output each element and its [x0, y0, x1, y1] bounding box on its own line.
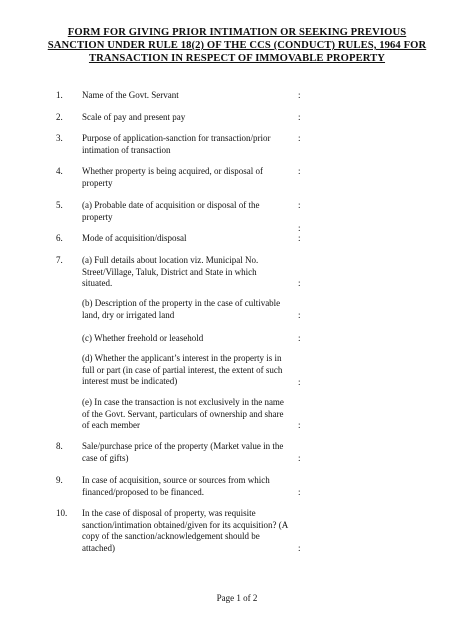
item-text: Whether property is being acquired, or disposal of property	[82, 166, 263, 188]
item-number: 2.	[56, 112, 63, 122]
colon: :	[298, 133, 301, 143]
colon: :	[298, 543, 301, 553]
colon: :	[298, 377, 301, 387]
item-text: Mode of acquisition/disposal	[82, 233, 187, 243]
item-number: 9.	[56, 475, 63, 485]
item-text: In the case of disposal of property, was requisite sanction/intimation obtained/given for its acquisition? (A copy of the sanction/acknowledgement should be attached)	[82, 508, 288, 553]
colon: :	[298, 453, 301, 463]
colon: :	[298, 233, 301, 243]
colon: :	[298, 90, 301, 100]
item-text: (c) Whether freehold or leasehold	[82, 333, 204, 343]
item-text: (b) Description of the property in the case of cultivable land, dry or irrigated land	[82, 298, 281, 320]
item-number: 3.	[56, 133, 63, 143]
item-number: 5.	[56, 200, 63, 210]
item-text: Scale of pay and present pay	[82, 112, 186, 122]
item-text: Purpose of application-sanction for transaction/prior intimation of transaction	[82, 133, 271, 155]
item-number: 4.	[56, 166, 63, 176]
form-title: FORM FOR GIVING PRIOR INTIMATION OR SEEKING PREVIOUS SANCTION UNDER RULE 18(2) OF THE CCS (CONDUCT) RULES, 1964 FOR TRANSACTION IN RESPECT OF IMMOVABLE PROPERTY	[47, 27, 427, 64]
colon: :	[298, 223, 301, 233]
item-text: (a) Full details about location viz. Municipal No. Street/Village, Taluk, District and State in which situated.	[82, 255, 259, 289]
colon: :	[298, 420, 301, 430]
colon: :	[298, 200, 301, 210]
item-number: 7.	[56, 255, 63, 265]
colon: :	[298, 112, 301, 122]
item-number: 8.	[56, 441, 63, 451]
item-text: Name of the Govt. Servant	[82, 90, 179, 100]
item-text: (e) In case the transaction is not exclusively in the name of the Govt. Servant, particulars of ownership and share of each member	[82, 397, 284, 431]
item-text: In case of acquisition, source or sources from which financed/proposed to be financed.	[82, 475, 270, 497]
item-number: 6.	[56, 233, 63, 243]
colon: :	[298, 166, 301, 176]
colon: :	[298, 310, 301, 320]
item-text: (a) Probable date of acquisition or disposal of the property	[82, 200, 260, 222]
item-text: Sale/purchase price of the property (Market value in the case of gifts)	[82, 441, 284, 463]
colon: :	[298, 278, 301, 288]
item-text: (d) Whether the applicant’s interest in the property is in full or part (in case of partial interest, the extent of such interest must be indicated)	[82, 353, 283, 387]
page-number: Page 1 of 2	[216, 593, 258, 603]
colon: :	[298, 487, 301, 497]
item-number: 1.	[56, 90, 63, 100]
item-number: 10.	[56, 508, 68, 518]
colon: :	[298, 333, 301, 343]
